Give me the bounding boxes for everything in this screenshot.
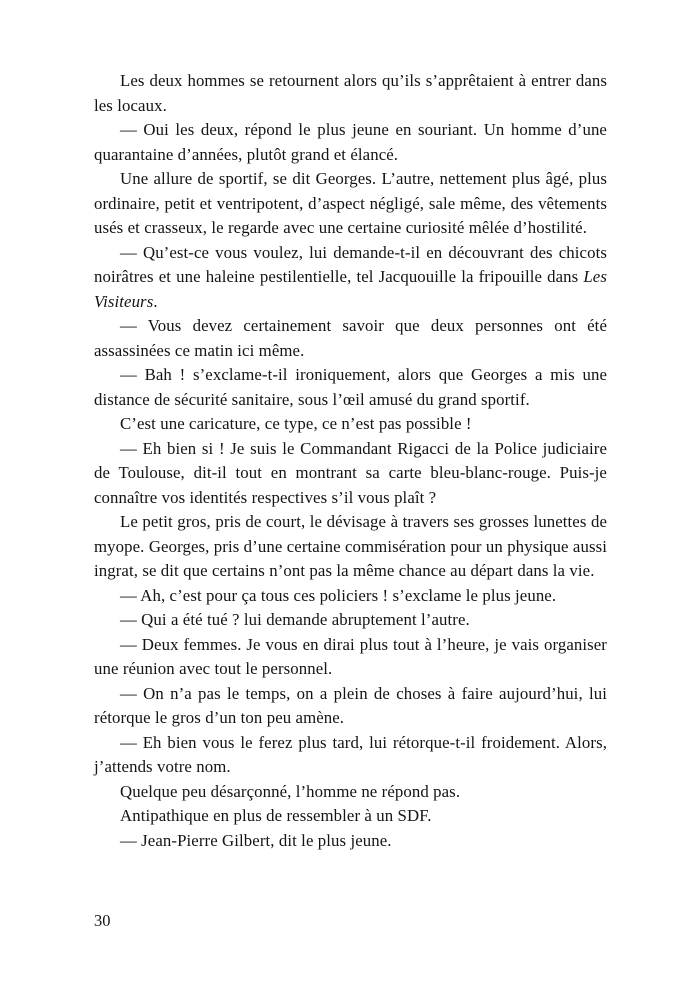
text-segment: Une allure de sportif, se dit Georges. L’autre, nettement plus âgé, plus ordinaire, petit et ventripotent, d’aspect négligé, sale même, des vêtements usés et crasseux, le regarde avec une certaine curiosité mêlée d’hostilité.: [94, 169, 607, 237]
text-segment: Quelque peu désarçonné, l’homme ne répond pas.: [120, 781, 461, 801]
paragraph: [94, 682, 607, 731]
text-segment: .: [153, 291, 158, 311]
paragraph: [94, 241, 607, 315]
page-text: [94, 69, 607, 853]
paragraph: [94, 510, 607, 584]
text-segment: — Eh bien vous le ferez plus tard, lui rétorque-t-il froidement. Alors, j’attends votre nom.: [94, 732, 607, 776]
text-segment: — Qui a été tué ? lui demande abruptement l’autre.: [120, 610, 470, 629]
text-segment: Les deux hommes se retournent alors qu’ils s’apprêtaient à entrer dans les locaux.: [94, 71, 607, 115]
paragraph: [94, 118, 607, 167]
paragraph: [94, 69, 607, 118]
paragraph: [94, 584, 607, 609]
text-segment: Antipathique en plus de ressembler à un SDF.: [120, 806, 432, 825]
text-segment: — Ah, c’est pour ça tous ces policiers ! s’exclame le plus jeune.: [120, 585, 557, 605]
paragraph: [94, 780, 607, 805]
text-segment: — Qu’est-ce vous voulez, lui demande-t-il en découvrant des chicots noirâtres et une haleine pestilentielle, tel Jacquouille la fripouille dans: [94, 242, 607, 286]
text-segment: — Bah ! s’exclame-t-il ironiquement, alors que Georges a mis une distance de sécurité sanitaire, sous l’œil amusé du grand sportif.: [94, 365, 607, 409]
paragraph: [94, 412, 607, 437]
paragraph: [94, 167, 607, 241]
text-segment: — Deux femmes. Je vous en dirai plus tout à l’heure, je vais organiser une réunion avec tout le personnel.: [94, 634, 607, 678]
paragraph: [94, 804, 607, 829]
paragraph: [94, 829, 607, 854]
page-number: 30: [94, 911, 111, 930]
text-segment: — On n’a pas le temps, on a plein de choses à faire aujourd’hui, lui rétorque le gros d’un ton peu amène.: [94, 683, 607, 727]
text-segment: Les Visiteurs: [94, 267, 607, 311]
text-segment: — Vous devez certainement savoir que deux personnes ont été assassinées ce matin ici même.: [94, 316, 607, 360]
paragraph: [94, 608, 607, 633]
text-segment: — Jean-Pierre Gilbert, dit le plus jeune.: [120, 830, 392, 850]
text-segment: Le petit gros, pris de court, le dévisage à travers ses grosses lunettes de myope. Georges, pris d’une certaine commisération pour un physique aussi ingrat, se dit que certains n’ont pas la même chance au départ dans la vie.: [94, 512, 607, 580]
text-segment: C’est une caricature, ce type, ce n’est pas possible !: [120, 414, 472, 433]
paragraph: [94, 437, 607, 511]
text-segment: — Eh bien si ! Je suis le Commandant Rigacci de la Police judiciaire de Toulouse, dit-il tout en montrant sa carte bleu-blanc-rouge. Puis-je connaître vos identités respectives s’il vous plaît ?: [94, 438, 607, 507]
text-segment: — Oui les deux, répond le plus jeune en souriant. Un homme d’une quarantaine d’années, plutôt grand et élancé.: [94, 120, 607, 164]
paragraph: [94, 363, 607, 412]
paragraph: [94, 314, 607, 363]
paragraph: [94, 731, 607, 780]
paragraph: [94, 633, 607, 682]
